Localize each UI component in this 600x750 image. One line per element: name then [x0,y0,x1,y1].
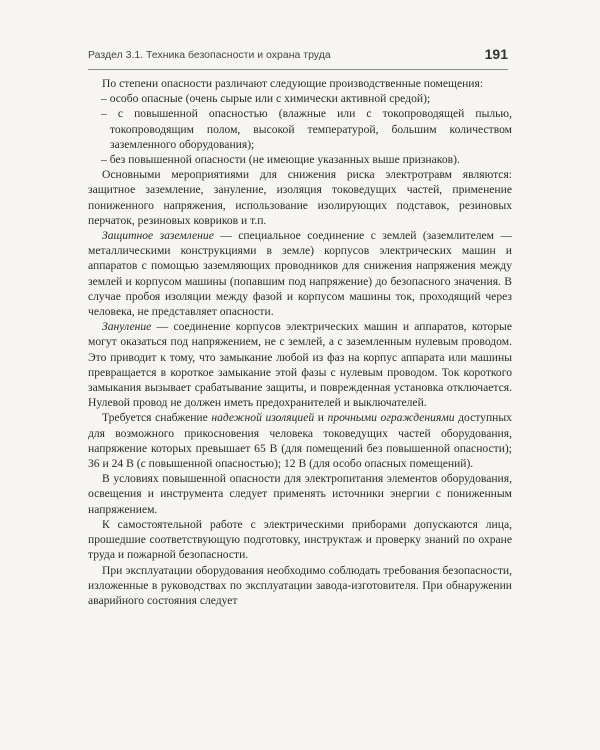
requirements-text-3: доступных для возможного прикосновения человека токоведущих частей оборудования, напряжение которых превышает 65 В (для помещений без повышенной опасности); 36 и 24 В (с повышенной опасностью); 12 В (для особо опасных помещений). [88,411,512,471]
page-number: 191 [484,46,508,62]
grounding-text: — специальное соединение с землей (заземлителем — металлическими конструкциями в земле) корпусов электрических машин и аппаратов с помощью заземляющих проводников для снижения напряжения между землей и корпусом машины (попавшим под напряжение) до безопасного значения. В случае пробоя изоляции между фазой и корпусом машины ток, проходящий через человека, не представляет опасности. [88,229,512,319]
requirements-text-1: Требуется снабжение [102,411,212,425]
operation-paragraph: При эксплуатации оборудования необходимо соблюдать требования безопасности, изложенные в руководствах по эксплуатации завода-изготовителя. При обнаружении аварийного состояния следует [88,563,512,607]
list-item: – особо опасные (очень сырые или с химически активной средой); [101,92,431,106]
requirements-term-guards: прочными ограждениями [327,411,455,425]
page-header [88,47,508,70]
requirements-text-2: и [314,411,328,425]
zeroing-text: — соединение корпусов электрических машин и аппаратов, которые могут оказаться под напряжением, не с землей, а с заземленным нулевым проводом. Это приводит к тому, что замыкание любой из фаз на корпус аппарата или машины превращается в короткое замыкание этой фазы с нулевым проводом. Ток короткого замыкания вызывает срабатывание защиты, и поврежденная установка отключается. Нулевой провод не должен иметь предохранителей и выключателей. [88,320,512,410]
admission-paragraph: К самостоятельной работе с электрическими приборами допускаются лица, прошедшие соответствующую подготовку, инструктаж и проверку знаний по охране труда и пожарной безопасности. [88,517,512,562]
grounding-term: Защитное заземление [102,229,214,243]
zeroing-paragraph [88,319,512,410]
requirements-paragraph [88,410,512,471]
low-voltage-paragraph: В условиях повышенной опасности для электропитания элементов оборудования, освещения и инструмента следует применять источники энергии с пониженным напряжением. [88,472,512,516]
list-item: – с повышенной опасностью (влажные или с токопроводящей пылью, токопроводящим полом, высокой температурой, большим количеством заземленного оборудования); [101,107,512,151]
running-head: Раздел 3.1. Техника безопасности и охрана труда [88,49,331,61]
list-item: – без повышенной опасности (не имеющие указанных выше признаков). [101,153,460,167]
page-body [88,76,512,608]
intro-paragraph: По степени опасности различают следующие производственные помещения: [102,77,484,90]
grounding-paragraph [88,228,512,319]
zeroing-term: Зануление [102,320,152,334]
requirements-term-insulation: надежной изоляцией [211,411,315,425]
measures-paragraph: Основными мероприятиями для снижения риска электротравм являются: защитное заземление, зануление, изоляция токоведущих частей, применение пониженного напряжения, использование изолирующих подставок, резиновых перчаток, резиновых ковриков и т.п. [88,168,512,227]
